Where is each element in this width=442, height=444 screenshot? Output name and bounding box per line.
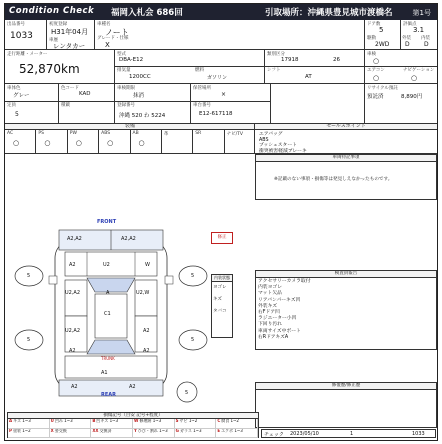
legend-item: Aキズ 1~3 — [8, 419, 50, 429]
damage-front-door-right: U2,W — [136, 290, 150, 296]
options-cell: 車検 ○ エアコン ○ ナビゲーション ○ — [365, 50, 437, 83]
damage-rear-lower: A2 — [71, 384, 78, 390]
evaluation-score: 3.1 — [413, 26, 425, 34]
transmission: AT — [305, 74, 312, 80]
capacity: 5 — [15, 111, 19, 118]
equipment-row — [5, 124, 437, 154]
inspection-cell: 車検期限 抹消 登録番号 沖縄 520 わ 5224 — [115, 84, 191, 123]
repair-history-box — [255, 382, 437, 428]
legend-title: 損傷記号（目安 記号+程度） — [8, 413, 258, 419]
sheet-header — [5, 4, 437, 20]
footer-lot: 1033 — [412, 431, 425, 437]
rear-door-right — [135, 316, 157, 352]
sales-points — [255, 124, 437, 153]
damage-tail: A2 — [129, 384, 136, 390]
check-label: チェック — [264, 432, 284, 438]
damage-wheel-fl: 5 — [27, 273, 31, 279]
damage-fender-left: A2 — [69, 262, 76, 268]
repair-box: 修正 — [211, 232, 233, 244]
row-registration — [5, 84, 437, 124]
storage: × — [221, 91, 227, 98]
car-name: ノート — [105, 28, 129, 37]
auction-venue: 福岡入札会 686回 — [111, 8, 183, 18]
damage-rear-door-right: A2 — [143, 328, 150, 334]
mileage: 52,870km — [19, 62, 80, 76]
damage-fender-right: W — [145, 262, 150, 268]
equipment-title: 装備 — [5, 124, 255, 130]
recycle-cell: リサイクル預託 預託済 8,890円 — [367, 86, 423, 100]
car-name-cell: 車種名 ノート グレード・仕様 X — [95, 20, 365, 49]
damage-wheel-rl: 5 — [27, 337, 31, 343]
damage-hood: U2 — [103, 262, 110, 268]
front-door-right — [135, 280, 157, 316]
rear-door-left — [65, 316, 87, 352]
body-color: グレー — [13, 93, 30, 99]
equipment-nav: ナビ/TV — [226, 132, 243, 137]
sheet-title: Condition Check — [9, 6, 95, 16]
legend-grid — [8, 419, 258, 438]
equipment-ac: AC ○ — [5, 130, 36, 153]
drive-type: 2WD — [375, 41, 390, 48]
windshield — [87, 278, 135, 292]
trunk-label: TRUNK — [101, 356, 115, 361]
legend-item: B凹キズ 1~3 — [91, 419, 133, 429]
check-date: 2023/05/10 — [290, 431, 319, 437]
equipment-abs: ABS ○ — [99, 130, 130, 153]
class-number-2: 26 — [333, 57, 340, 63]
repair-history-title: 修復歴/修正歴 — [256, 383, 436, 390]
hood — [65, 252, 157, 276]
car-grade: X — [105, 41, 110, 49]
damage-quarter-right: A2 — [143, 348, 150, 354]
empty-cell — [271, 84, 365, 123]
inspector-notes-list: アクセサリーカメラ取付 内装ヨゴレ マット欠品 リアバンパーキズ凹 外装キズ 右Fドア凹 ラジエーター小凹 下回り汚れ 車両サイズ中ボート 右RドアキズA — [258, 279, 311, 340]
damage-roof: A — [106, 290, 110, 296]
front-door-left — [65, 280, 87, 316]
interior-box: 内装状態 ヨゴレ キズ タバコ — [211, 274, 233, 338]
recycle-fee: 8,890円 — [401, 94, 423, 100]
inspection-mark: ○ — [373, 57, 380, 65]
equipment-pw: PW ○ — [68, 130, 99, 153]
recycle-status: 預託済 — [367, 94, 384, 100]
special-notes-title: 車両特記事項 — [256, 155, 436, 162]
displacement: 1200CC — [129, 74, 151, 80]
inspection-expiry: 抹消 — [133, 93, 145, 99]
nav-mark: ○ — [411, 74, 418, 82]
first-reg-cell: 初度登録 H31年04月 車歴 レンタカー — [47, 20, 95, 49]
plate-number: 沖縄 520 わ 5224 — [119, 113, 166, 119]
check-no: 1 — [350, 431, 354, 437]
equipment-leather: 革 — [162, 130, 193, 153]
damage-front-door-left: U2,A2 — [65, 290, 81, 296]
color-cell: 車体色 グレー 定員 5 — [5, 84, 59, 123]
legend-item: Gガラス 1~3 — [175, 429, 217, 439]
fuel-type: ガソリン — [207, 75, 228, 81]
legend-item: X要交換 — [50, 429, 92, 439]
color-code: KAD — [79, 91, 91, 97]
special-notes-body: ※記載のない事項・損傷等は発見しえなかったものです。 — [274, 177, 393, 182]
damage-legend — [7, 412, 259, 438]
model-code: DBA-E12 — [119, 57, 144, 63]
front-label: FRONT — [97, 219, 117, 225]
model-cell: 型式 DBA-E12 排気量 1200CC 燃料 ガソリン — [115, 50, 265, 83]
damage-bumper-rear: A1 — [101, 370, 108, 376]
pickup-location: 引取場所：沖縄県豊見城市渡橋名 — [265, 8, 393, 18]
legend-item: Yひび・割れ 1~3 — [133, 429, 175, 439]
sales-points-list: エアバッグ ABS プッシュスタート 衝突被害軽減ブレーキ — [259, 132, 307, 153]
legend-item: U凹み 1~3 — [50, 419, 92, 429]
equipment-sr: SR — [193, 130, 224, 153]
mileage-cell: 走行距離・メーター 52,870km — [5, 50, 115, 83]
rear-glass — [87, 340, 135, 354]
ac-mark: ○ — [373, 74, 380, 82]
door-count: 5 — [379, 26, 384, 34]
lot-cell: 出品番号 1033 — [5, 20, 47, 49]
damage-windshield: C1 — [104, 311, 111, 317]
storage-cell: 保管場所 × 車台番号 E12-617118 — [191, 84, 271, 123]
mirror-right — [165, 276, 173, 284]
special-notes-box — [255, 154, 437, 200]
first-registration: H31年04月 — [51, 28, 89, 36]
damage-spare-tire: 5 — [185, 390, 189, 396]
chassis-number: E12-617118 — [199, 111, 233, 117]
equipment-ab: AB ○ — [131, 130, 162, 153]
row-vehicle — [5, 20, 437, 50]
lot-number: 1033 — [10, 31, 33, 41]
sheet-footer — [261, 429, 436, 438]
page-number: 第1号 — [412, 9, 431, 17]
damage-wheel-fr: 5 — [191, 273, 195, 279]
inspector-notes-title: 検査員報告 — [256, 271, 436, 278]
legend-item: W修理跡 1~3 — [133, 419, 175, 429]
door-cell: ドア数 5 駆動 2WD — [365, 20, 401, 49]
damage-rear-door-left: U2,A2 — [65, 328, 81, 334]
condition-sheet — [4, 3, 438, 441]
mirror-left — [49, 276, 57, 284]
row-spec — [5, 50, 437, 84]
exterior-grade: D — [405, 41, 410, 48]
repair-history-body — [256, 390, 436, 396]
inspector-notes-box — [255, 270, 437, 350]
equipment-ps: PS ○ — [36, 130, 67, 153]
legend-item: Eエクボ 1~3 — [216, 429, 258, 439]
legend-item: Sサビ 1~2 — [175, 419, 217, 429]
roof — [95, 294, 127, 338]
legend-item: C腐食 1~2 — [216, 419, 258, 429]
car-history: レンタカー — [53, 42, 86, 49]
damage-wheel-rr: 5 — [191, 337, 195, 343]
class-number: 17918 — [281, 57, 299, 63]
equipment-grid — [5, 130, 255, 153]
damage-a2-left: A2,A2 — [67, 236, 82, 242]
color-code-cell: 色コード KAD 積載 — [59, 84, 115, 123]
legend-item: XX交換済 — [91, 429, 133, 439]
class-cell: 類別区分 17918 26 シフト AT — [265, 50, 365, 83]
equipment-table — [5, 124, 255, 153]
interior-grade: D — [424, 41, 429, 48]
damage-a2-right: A2,A2 — [121, 236, 136, 242]
rear-label: REAR — [101, 392, 116, 398]
legend-item: P塗装 1~2 — [8, 429, 50, 439]
sales-points-title: セールスポイント — [255, 124, 437, 130]
damage-quarter-left: A2 — [69, 348, 76, 354]
score-cell: 評価点 3.1 外装 内装 D D — [402, 22, 430, 48]
